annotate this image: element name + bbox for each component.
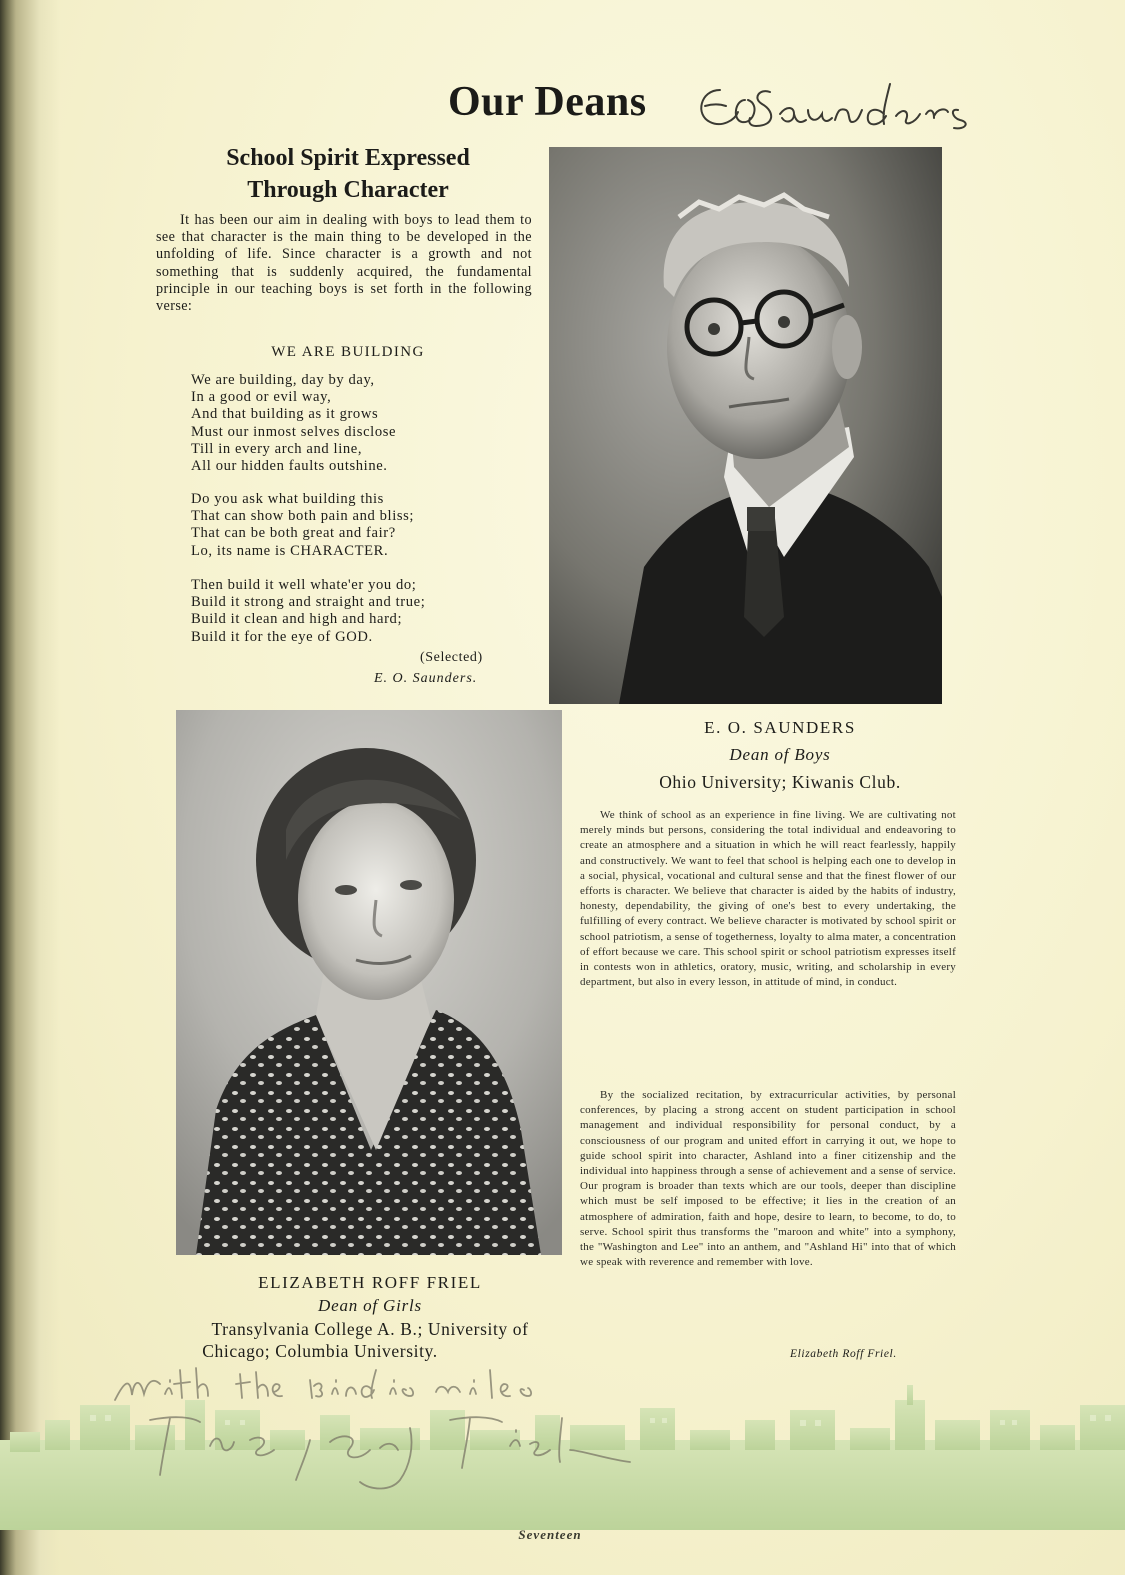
poem-title: WE ARE BUILDING bbox=[271, 344, 425, 360]
article-heading-line2: Through Character bbox=[247, 177, 449, 203]
poem-stanza-3 bbox=[191, 577, 511, 646]
dean-boys-role: Dean of Boys bbox=[729, 745, 831, 764]
dean-girls-affiliation-line1: Transylvania College A. B.; University of bbox=[211, 1319, 529, 1339]
article-credit: E. O. Saunders. bbox=[374, 671, 478, 686]
poem-line: In a good or evil way, bbox=[191, 389, 332, 406]
dean-girls-role: Dean of Girls bbox=[318, 1296, 422, 1315]
dean-girls-affiliation-line2: Chicago; Columbia University. bbox=[202, 1341, 438, 1361]
poem-line: That can show both pain and bliss; bbox=[191, 508, 415, 525]
signature-friel bbox=[110, 1350, 670, 1500]
dean-statement-paragraph-1: We think of school as an experience in fine living. We are cultivating not merely minds but persons, considering the total individual and endeavoring to create an atmosphere and a situation in which he will react fearlessly, happily and constructively. We want to feel that school is helping each one to develop in a social, physical, vocational and cultural sense and that the finest flower of our efforts is character. We believe that character is aided by the habits of industry, honesty, dependability, the giving of one's best to every undertaking, the fulfilling of every contract. We believe character is motivated by school spirit or school patriotism, a sense of togetherness, loyalty to alma mater, a concentration of effort because we care. This school spirit or school patriotism expresses itself in contests won in athletics, oratory, music, writing, and scholarship in every department, but also in every lesson, in attitude of mind, in conduct. bbox=[580, 809, 956, 989]
poem-line: Must our inmost selves disclose bbox=[191, 423, 397, 440]
poem-line: Then build it well whate'er you do; bbox=[191, 577, 417, 593]
poem-line: And that building as it grows bbox=[191, 406, 379, 423]
poem-stanza-2 bbox=[191, 491, 511, 560]
poem-line: Till in every arch and line, bbox=[191, 440, 363, 457]
poem-line: Lo, its name is CHARACTER. bbox=[191, 542, 389, 559]
portrait-friel bbox=[176, 710, 562, 1255]
dean-boys-name: E. O. SAUNDERS bbox=[704, 718, 856, 737]
binding-gutter bbox=[0, 0, 60, 1575]
signature-saunders bbox=[690, 70, 1030, 140]
poem-stanza-1 bbox=[191, 372, 511, 475]
dean-statement-paragraph-2: By the socialized recitation, by extracurricular activities, by personal conferences, by placing a strong accent on student participation in school management and individual responsibility for personal conduct, by a consciousness of our program and united effort in carrying it out, we hope to guide school spirit into character, Ashland into a finer citizenship and the individual into happiness through a sense of achievement and a sense of service. Our program is broader than texts which are our tools, deeper than discipline which must be self imposed to be effective; it lies in the creation of an atmosphere of admiration, faith and hope, desire to learn, to become, to do, to serve. School spirit thus transforms the "maroon and white" into a symphony, the "Washington and Lee" into an anthem, and "Ashland Hi" into that of which we speak with reverence and remember with love. bbox=[580, 1089, 956, 1269]
dean-statement-credit: Elizabeth Roff Friel. bbox=[790, 1348, 897, 1360]
poem-line: We are building, day by day, bbox=[191, 372, 375, 388]
article-intro: It has been our aim in dealing with boys to lead them to see that character is the main thing to be developed in the unfolding of life. Since character is a growth and not something that is suddenly acquired, the fundamental principle in our teaching boys is set forth in the following verse: bbox=[156, 212, 532, 315]
poem-line: Build it clean and high and hard; bbox=[191, 611, 403, 628]
poem-line: That can be both great and fair? bbox=[191, 525, 396, 542]
poem-line: Build it for the eye of GOD. bbox=[191, 628, 373, 645]
poem-line: Build it strong and straight and true; bbox=[191, 594, 426, 611]
poem-source-note: (Selected) bbox=[420, 650, 483, 665]
poem-line: All our hidden faults outshine. bbox=[191, 458, 388, 475]
article-heading-line1: School Spirit Expressed bbox=[226, 145, 470, 171]
poem-line: Do you ask what building this bbox=[191, 491, 384, 507]
portrait-saunders bbox=[549, 147, 942, 704]
dean-girls-name: ELIZABETH ROFF FRIEL bbox=[258, 1273, 482, 1292]
page-title: Our Deans bbox=[448, 79, 647, 125]
page-number: Seventeen bbox=[518, 1527, 582, 1542]
dean-boys-affiliation: Ohio University; Kiwanis Club. bbox=[659, 772, 901, 792]
